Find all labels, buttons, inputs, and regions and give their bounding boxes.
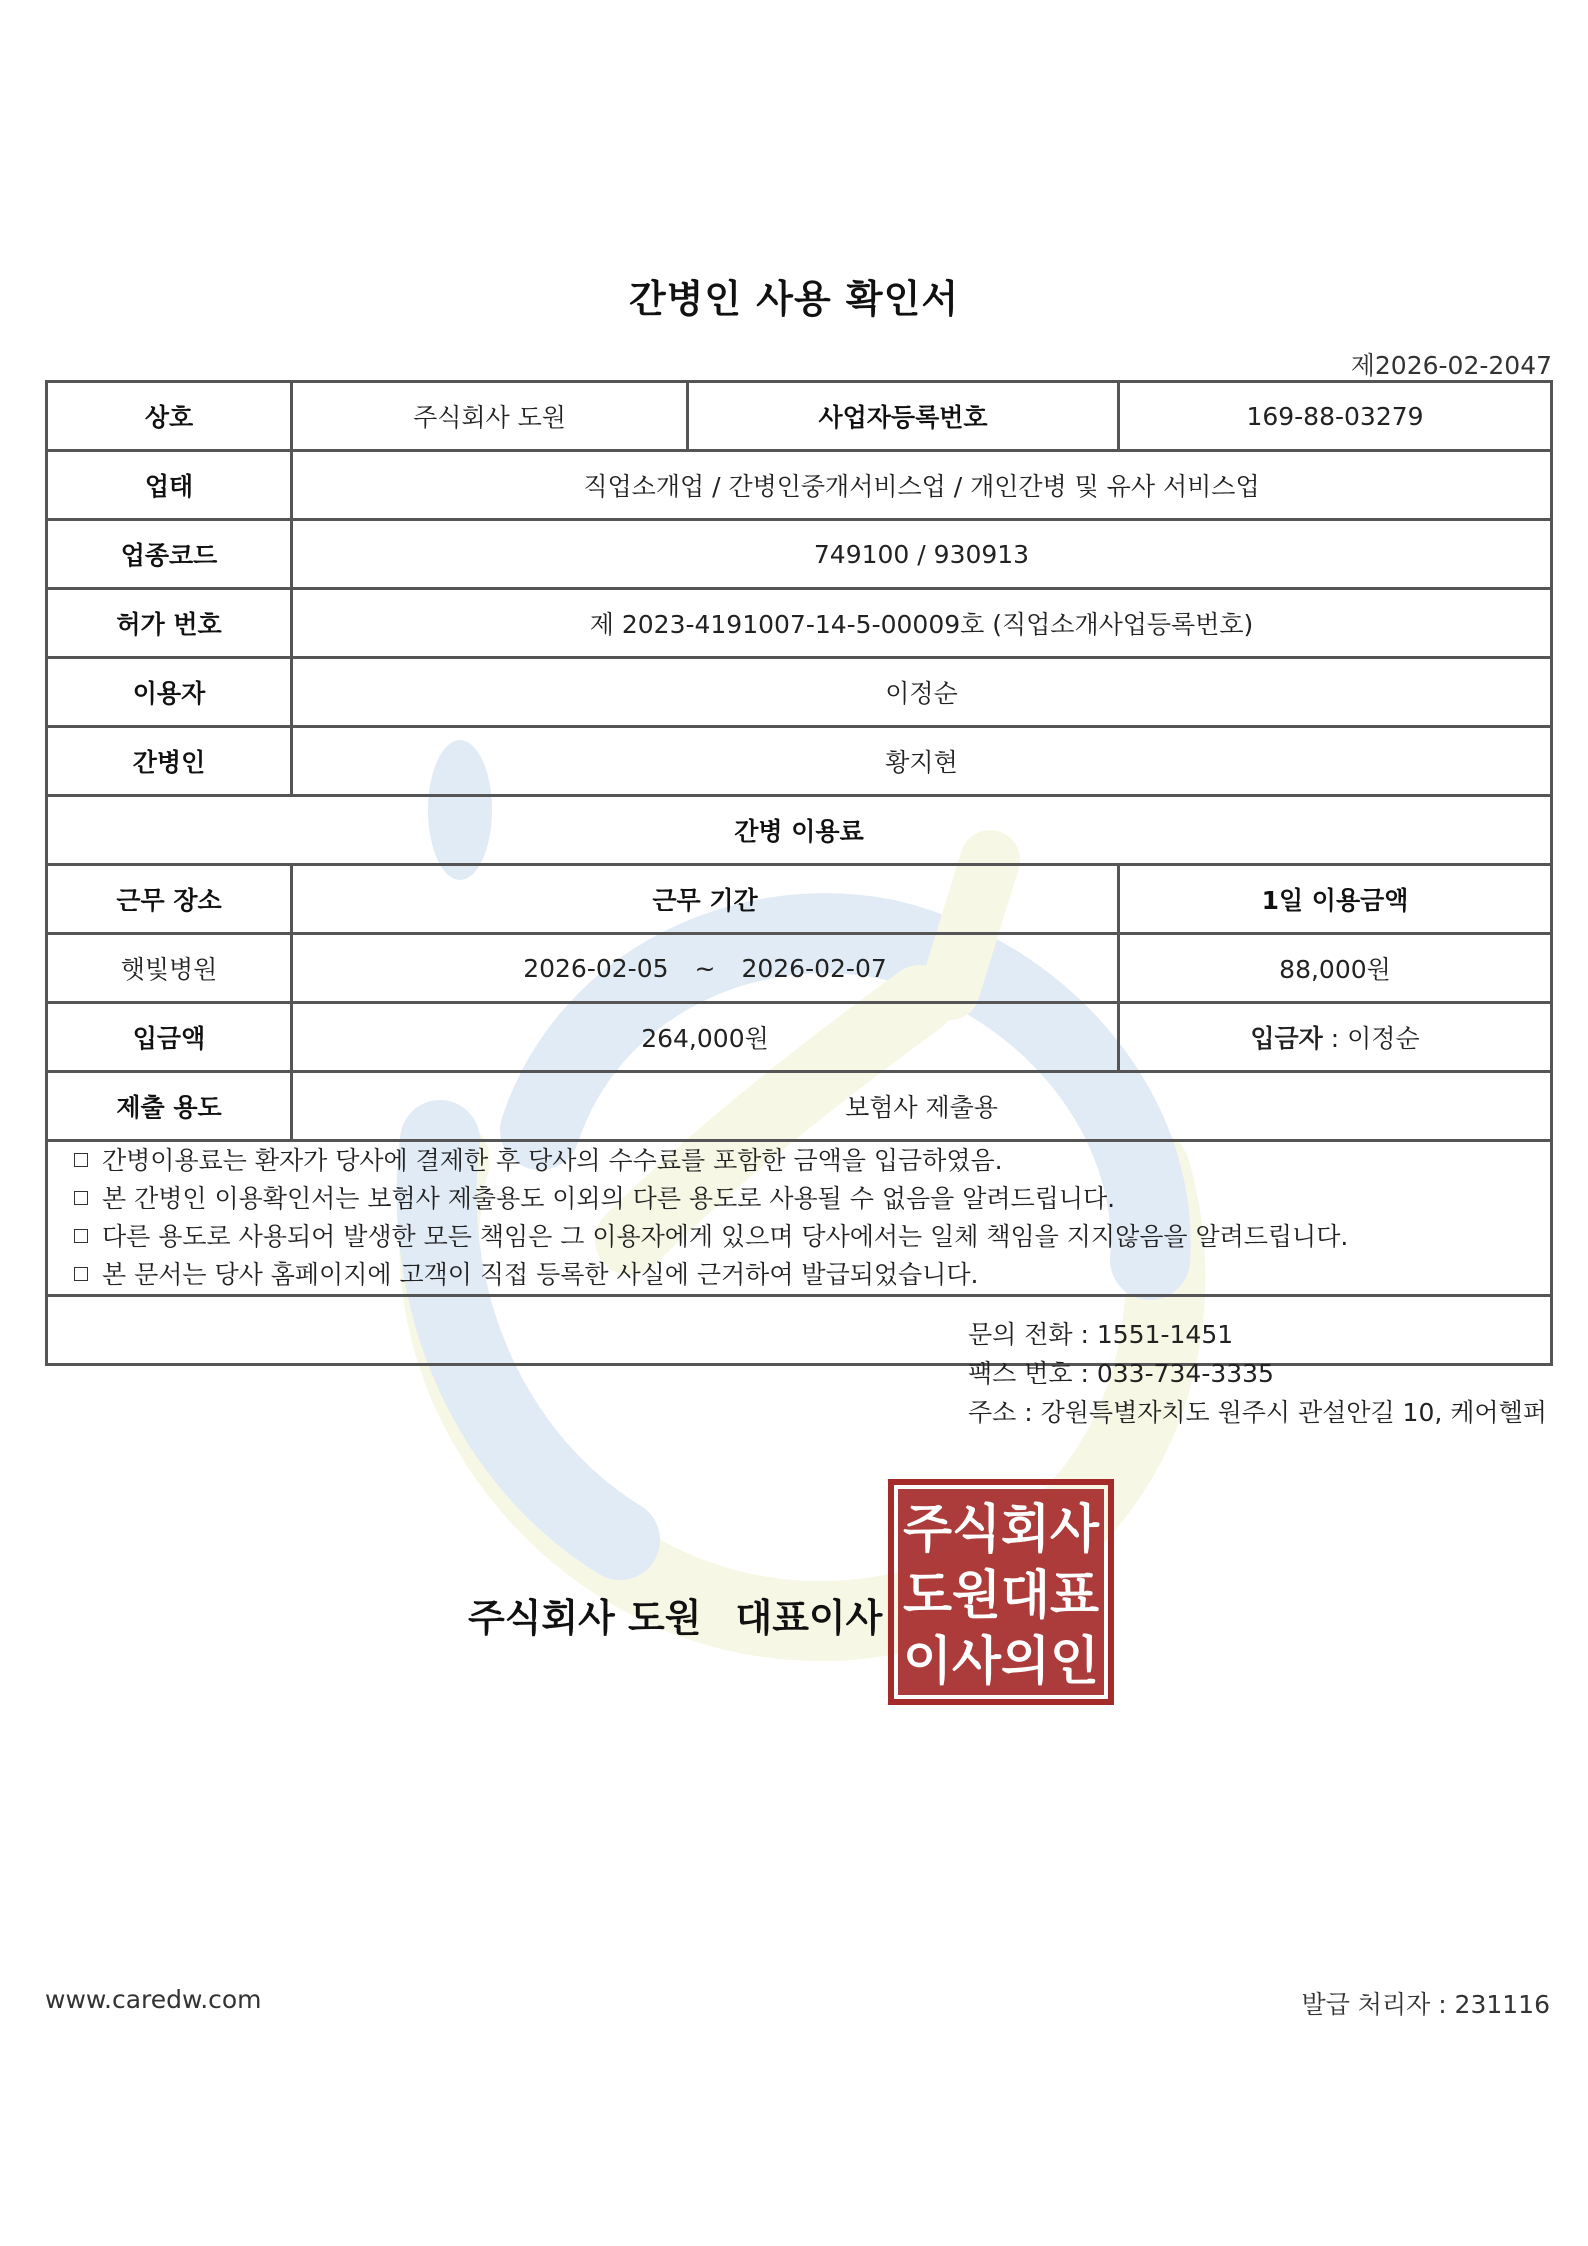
note-item: 본 간병인 이용확인서는 보험사 제출용도 이외의 다른 용도로 사용될 수 없음을 알려드립니다. [74, 1180, 1550, 1218]
depositor-label: 입금자 [1250, 1024, 1323, 1053]
note-item: 다른 용도로 사용되어 발생한 모든 책임은 그 이용자에게 있으며 당사에서는 일체 책임을 지지않음을 알려드립니다. [74, 1218, 1550, 1256]
signer-company: 주식회사 도원 [468, 1596, 702, 1640]
signer-line [468, 1587, 882, 1642]
business-value: 직업소개업 / 간병인중개서비스업 / 개인간병 및 유사 서비스업 [292, 451, 1552, 520]
user-label: 이용자 [47, 658, 292, 727]
period-value [292, 934, 1119, 1003]
place-label: 근무 장소 [47, 865, 292, 934]
contact-info [968, 1315, 1547, 1432]
depositor-cell [1119, 1003, 1552, 1072]
permit-value: 제 2023-4191007-14-5-00009호 (직업소개사업등록번호) [292, 589, 1552, 658]
notes-cell [47, 1141, 1552, 1296]
period-end: 2026-02-07 [741, 953, 887, 983]
row-fee-section [47, 796, 1552, 865]
user-value: 이정순 [292, 658, 1552, 727]
square-bullet-icon [74, 1267, 88, 1281]
caregiver-label: 간병인 [47, 727, 292, 796]
row-permit [47, 589, 1552, 658]
company-name-label: 상호 [47, 382, 292, 451]
caregiver-value: 황지현 [292, 727, 1552, 796]
contact-phone: 문의 전화 : 1551-1451 [968, 1320, 1234, 1349]
period-label: 근무 기간 [292, 865, 1119, 934]
depositor-colon: : [1322, 1024, 1348, 1053]
place-value: 햇빛병원 [47, 934, 292, 1003]
reg-number-value: 169-88-03279 [1119, 382, 1552, 451]
document-title: 간병인 사용 확인서 [628, 277, 960, 321]
row-purpose [47, 1072, 1552, 1141]
seal-text-line: 도원대표 [903, 1566, 1099, 1626]
note-item: 간병이용료는 환자가 당사에 결제한 후 당사의 수수료를 포함한 금액을 입금하였음. [74, 1142, 1550, 1180]
footer-cell [47, 1296, 1552, 1692]
seal-text-line: 이사의인 [903, 1632, 1099, 1692]
purpose-value: 보험사 제출용 [292, 1072, 1552, 1141]
seal-text-line: 주식회사 [903, 1500, 1100, 1560]
website-link[interactable]: www.caredw.com [45, 1985, 262, 2014]
signer-title: 대표이사 [735, 1596, 883, 1640]
row-deposit [47, 1003, 1552, 1072]
reg-number-label: 사업자등록번호 [688, 382, 1119, 451]
company-name-value: 주식회사 도원 [292, 382, 688, 451]
industry-code-label: 업종코드 [47, 520, 292, 589]
row-fee-values [47, 934, 1552, 1003]
row-notes [47, 1141, 1552, 1296]
confirmation-table [45, 380, 1553, 1692]
fee-section-title: 간병 이용료 [47, 796, 1552, 865]
issuer-info: 발급 처리자 : 231116 [1301, 1990, 1550, 2019]
notes-list [74, 1142, 1550, 1294]
square-bullet-icon [74, 1191, 88, 1205]
document-number: 제2026-02-2047 [1350, 351, 1552, 380]
row-code [47, 520, 1552, 589]
deposit-label: 입금액 [47, 1003, 292, 1072]
row-fee-headers [47, 865, 1552, 934]
period-separator: ~ [694, 953, 716, 983]
row-business [47, 451, 1552, 520]
business-label: 업태 [47, 451, 292, 520]
row-footer [47, 1296, 1552, 1365]
depositor-value: 이정순 [1347, 1024, 1420, 1053]
daily-amount-label: 1일 이용금액 [1119, 865, 1552, 934]
company-seal-stamp [888, 1479, 1114, 1705]
period-start: 2026-02-05 [523, 953, 669, 983]
note-item: 본 문서는 당사 홈페이지에 고객이 직접 등록한 사실에 근거하여 발급되었습니다. [74, 1256, 1550, 1294]
row-caregiver [47, 727, 1552, 796]
square-bullet-icon [74, 1153, 88, 1167]
square-bullet-icon [74, 1229, 88, 1243]
industry-code-value: 749100 / 930913 [292, 520, 1552, 589]
row-user [47, 658, 1552, 727]
contact-fax: 팩스 번호 : 033-734-3335 [968, 1359, 1274, 1388]
deposit-value: 264,000원 [292, 1003, 1119, 1072]
row-company [47, 382, 1552, 451]
contact-address: 주소 : 강원특별자치도 원주시 관설안길 10, 케어헬퍼 [968, 1398, 1547, 1427]
daily-amount-value: 88,000원 [1119, 934, 1552, 1003]
permit-label: 허가 번호 [47, 589, 292, 658]
purpose-label: 제출 용도 [47, 1072, 292, 1141]
